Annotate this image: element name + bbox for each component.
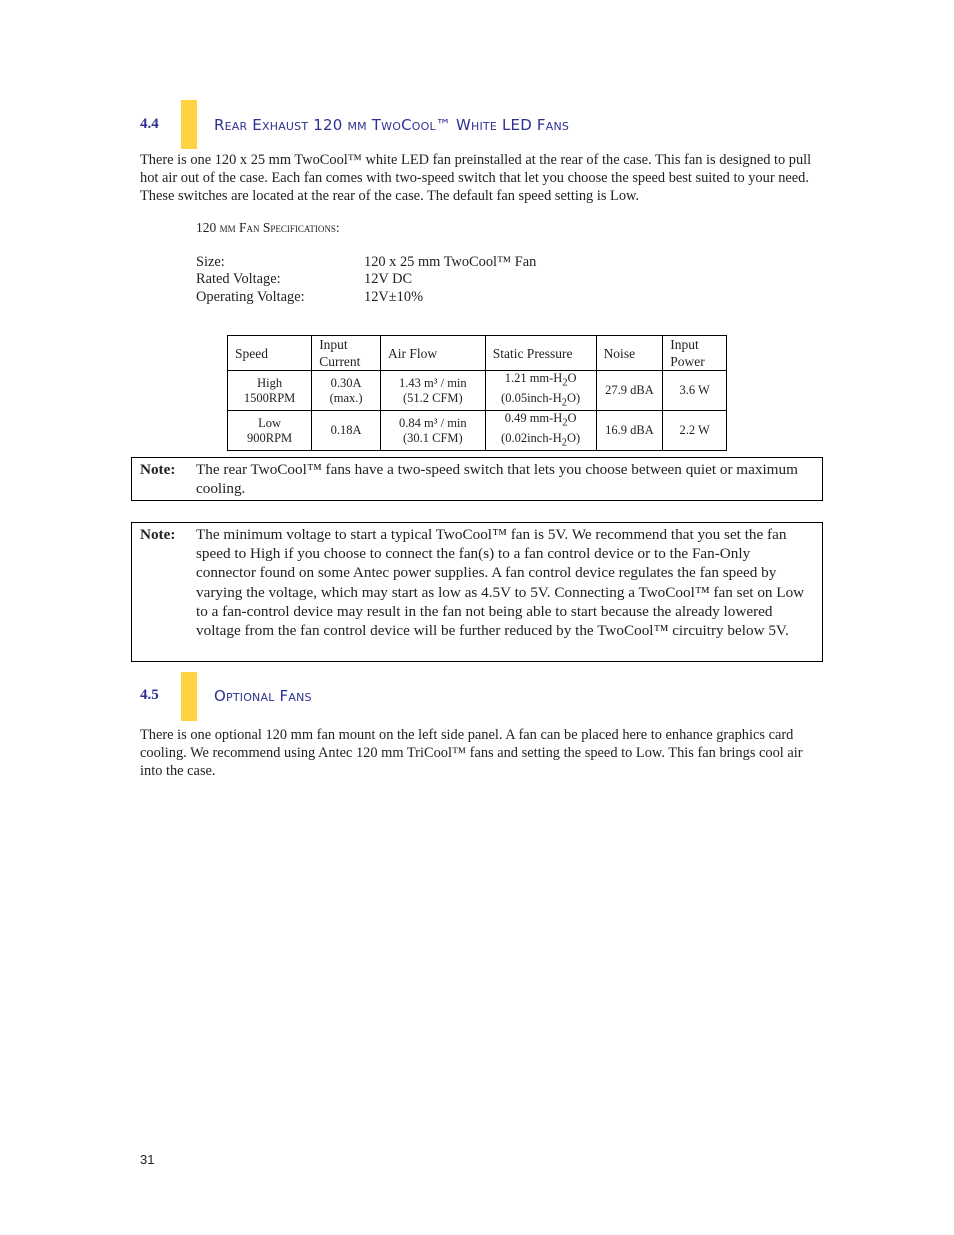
specs-heading: 120 mm Fan Specifications: (196, 220, 340, 235)
note-label: Note: (140, 526, 176, 543)
cell-input-current: 0.18A (312, 411, 381, 451)
note-box-minimum-voltage (131, 522, 823, 662)
spec-value: 12V±10% (364, 289, 424, 305)
section-number-4-4: 4.4 (140, 116, 159, 132)
cell-air-flow: 1.43 m³ / min (51.2 CFM) (380, 371, 485, 411)
cell-air-flow: 0.84 m³ / min (30.1 CFM) (380, 411, 485, 451)
section-title-4-5: Optional Fans (214, 687, 312, 705)
note-label: Note: (140, 461, 176, 478)
spec-label: Size: (196, 254, 225, 270)
table-header-row (228, 336, 727, 371)
cell-speed: Low 900RPM (228, 411, 312, 451)
cell-static-pressure: 1.21 $mm-H_2O$ $(0.05inch-H_2O)$ (485, 371, 596, 411)
spec-value: 12V DC (364, 271, 413, 287)
cell-noise: 27.9 dBA (596, 371, 663, 411)
col-header-air-flow: Air Flow (380, 336, 485, 371)
note-text: The minimum voltage to start a typical TwoCool™ fan is 5V. We recommend that you set the fan speed to High if you choose to connect the fan(s) to a fan control device or to the Fan-Only connector found on some Antec power supplies. A fan control device regulates the fan speed by varying the voltage, which may start as low as 4.5V to 5V. Connecting a TwoCool™ fan set on Low to a fan-control device may result in the fan not being able to start because the already lowered voltage from the fan control device will be further reduced by the TwoCool™ circuitry below 5V. (196, 526, 805, 640)
section-body-4-5: There is one optional 120 mm fan mount on the left side panel. A fan can be placed here to enhance graphics card cooling. We recommend using Antec 120 mm TriCool™ fans and setting the speed to Low. This fan brings cool air into the case. (140, 727, 803, 779)
cell-static-pressure: 0.49 $mm-H_2O$ $(0.02inch-H_2O)$ (485, 411, 596, 451)
section-accent-bar (181, 100, 197, 149)
col-header-input-current: Input Current (312, 336, 381, 371)
note-box-two-speed (131, 457, 823, 501)
table-row (228, 371, 727, 411)
col-header-noise: Noise (596, 336, 663, 371)
cell-speed: High 1500RPM (228, 371, 312, 411)
spec-value: 120 x 25 mm TwoCool™ Fan (364, 254, 537, 270)
section-title-4-4: Rear Exhaust 120 mm TwoCool™ White LED Fans (214, 116, 570, 134)
cell-input-current: 0.30A (max.) (312, 371, 381, 411)
section-accent-bar (181, 672, 197, 721)
col-header-speed: Speed (228, 336, 312, 371)
col-header-static-pressure: Static Pressure (485, 336, 596, 371)
page-number: 31 (140, 1152, 155, 1167)
fan-spec-table (227, 335, 727, 451)
section-body-4-4: There is one 120 x 25 mm TwoCool™ white LED fan preinstalled at the rear of the case. This fan is designed to pull hot air out of the case. Each fan comes with two-speed switch that let you choose the speed best suited to your need. These switches are located at the rear of the case. The default fan speed setting is Low. (140, 152, 812, 204)
cell-input-power: 3.6 W (663, 371, 727, 411)
section-number-4-5: 4.5 (140, 687, 159, 703)
cell-noise: 16.9 dBA (596, 411, 663, 451)
spec-label: Rated Voltage: (196, 271, 281, 287)
col-header-input-power: Input Power (663, 336, 727, 371)
table-row (228, 411, 727, 451)
note-text: The rear TwoCool™ fans have a two-speed switch that lets you choose between quiet or maximum cooling. (196, 461, 798, 498)
cell-input-power: 2.2 W (663, 411, 727, 451)
spec-label: Operating Voltage: (196, 289, 305, 305)
